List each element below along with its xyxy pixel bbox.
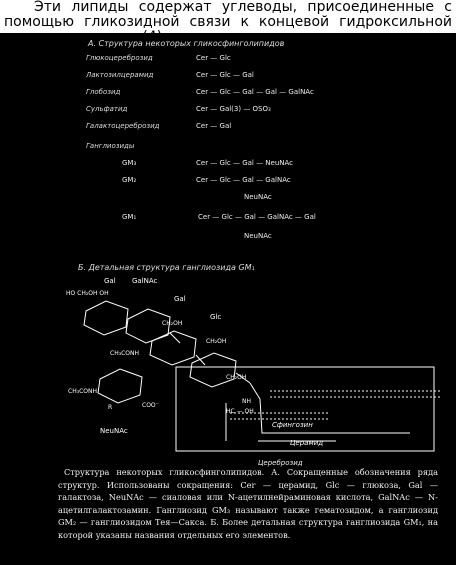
struct-sugar: GalNAc bbox=[132, 277, 158, 285]
gm2-name: GM₂ bbox=[122, 176, 137, 184]
gm1-structure-diagram bbox=[0, 273, 456, 458]
struct-group: CH₂OH bbox=[206, 338, 227, 345]
struct-sugar: Gal bbox=[174, 295, 186, 303]
struct-group: CH₃CONH bbox=[110, 350, 140, 357]
gm3-name: GM₃ bbox=[122, 159, 137, 167]
figure-caption: Структура некоторых гликосфинголипидов. А. Сокращенные обозначения ряда структур. Использованы сокращения: Cer — церамид, Glc — глюкоза, Gal — галактоза, NeuNAc — сиаловая или N-ацетилнейраминовая кислота, GalNAc — N-ацетилгалактозамин. Ганглиозид GM₃ называют также гематозидом, а ганглиозид GM₂ — ганглиозидом Тея—Сакса. Б. Более детальная структура ганглиозида GM₁, на которой указаны названия отдельных его элементов. bbox=[58, 467, 438, 540]
row-label: Глюкоцереброзид bbox=[86, 54, 153, 62]
struct-group: CH₂OH bbox=[226, 374, 247, 381]
row-label: Сульфатид bbox=[86, 105, 128, 113]
row-label: Глобозид bbox=[86, 88, 121, 96]
struct-group: CH₃CONH bbox=[68, 388, 98, 395]
sphingosine-label: Сфингозин bbox=[272, 421, 313, 429]
row-label: Галактоцереброзид bbox=[86, 122, 160, 130]
struct-group: CH₂OH bbox=[162, 320, 183, 327]
ceramide-label: Церамид bbox=[290, 439, 324, 447]
neunac-label: NeuNAc bbox=[100, 427, 128, 435]
gm1-formula: Cer — Glc — Gal — GalNAc — Gal bbox=[198, 213, 316, 221]
struct-group: COO⁻ bbox=[142, 402, 159, 409]
figure-scan bbox=[0, 33, 456, 565]
struct-group: HO CH₂OH OH bbox=[66, 290, 109, 297]
struct-group: R bbox=[108, 404, 113, 411]
row-formula: Cer — Glc — Gal — Gal — GalNAc bbox=[196, 88, 314, 96]
section-b-heading: Б. Детальная структура ганглиозида GM₁ bbox=[78, 263, 255, 272]
gm1-branch: NeuNAc bbox=[244, 232, 272, 240]
gm2-formula: Cer — Glc — Gal — GalNAc bbox=[196, 176, 291, 184]
cerebroside-label: Цереброзид bbox=[258, 459, 303, 467]
row-formula: Cer — Glc — Gal bbox=[196, 71, 254, 79]
struct-sugar: Glc bbox=[210, 313, 222, 321]
row-formula: Cer — Gal(3) — OSO₃ bbox=[196, 105, 271, 113]
row-formula: Cer — Glc bbox=[196, 54, 231, 62]
gm2-branch: NeuNAc bbox=[244, 193, 272, 201]
row-label: Лактозилцерамид bbox=[86, 71, 154, 79]
gangliosides-label: Ганглиозиды bbox=[86, 142, 135, 150]
row-formula: Cer — Gal bbox=[196, 122, 232, 130]
gm3-formula: Cer — Glc — Gal — NeuNAc bbox=[196, 159, 294, 167]
section-a-heading: А. Структура некоторых гликосфинголипидов bbox=[88, 39, 285, 48]
struct-group: NH bbox=[242, 398, 251, 405]
intro-paragraph: Эти липиды содержат углеводы, присоединенные с помощью гликозидной связи к концевой гидроксильной bbox=[4, 0, 452, 30]
struct-group: HC — OH bbox=[226, 408, 254, 415]
struct-sugar: Gal bbox=[104, 277, 116, 285]
gm1-name: GM₁ bbox=[122, 213, 137, 221]
